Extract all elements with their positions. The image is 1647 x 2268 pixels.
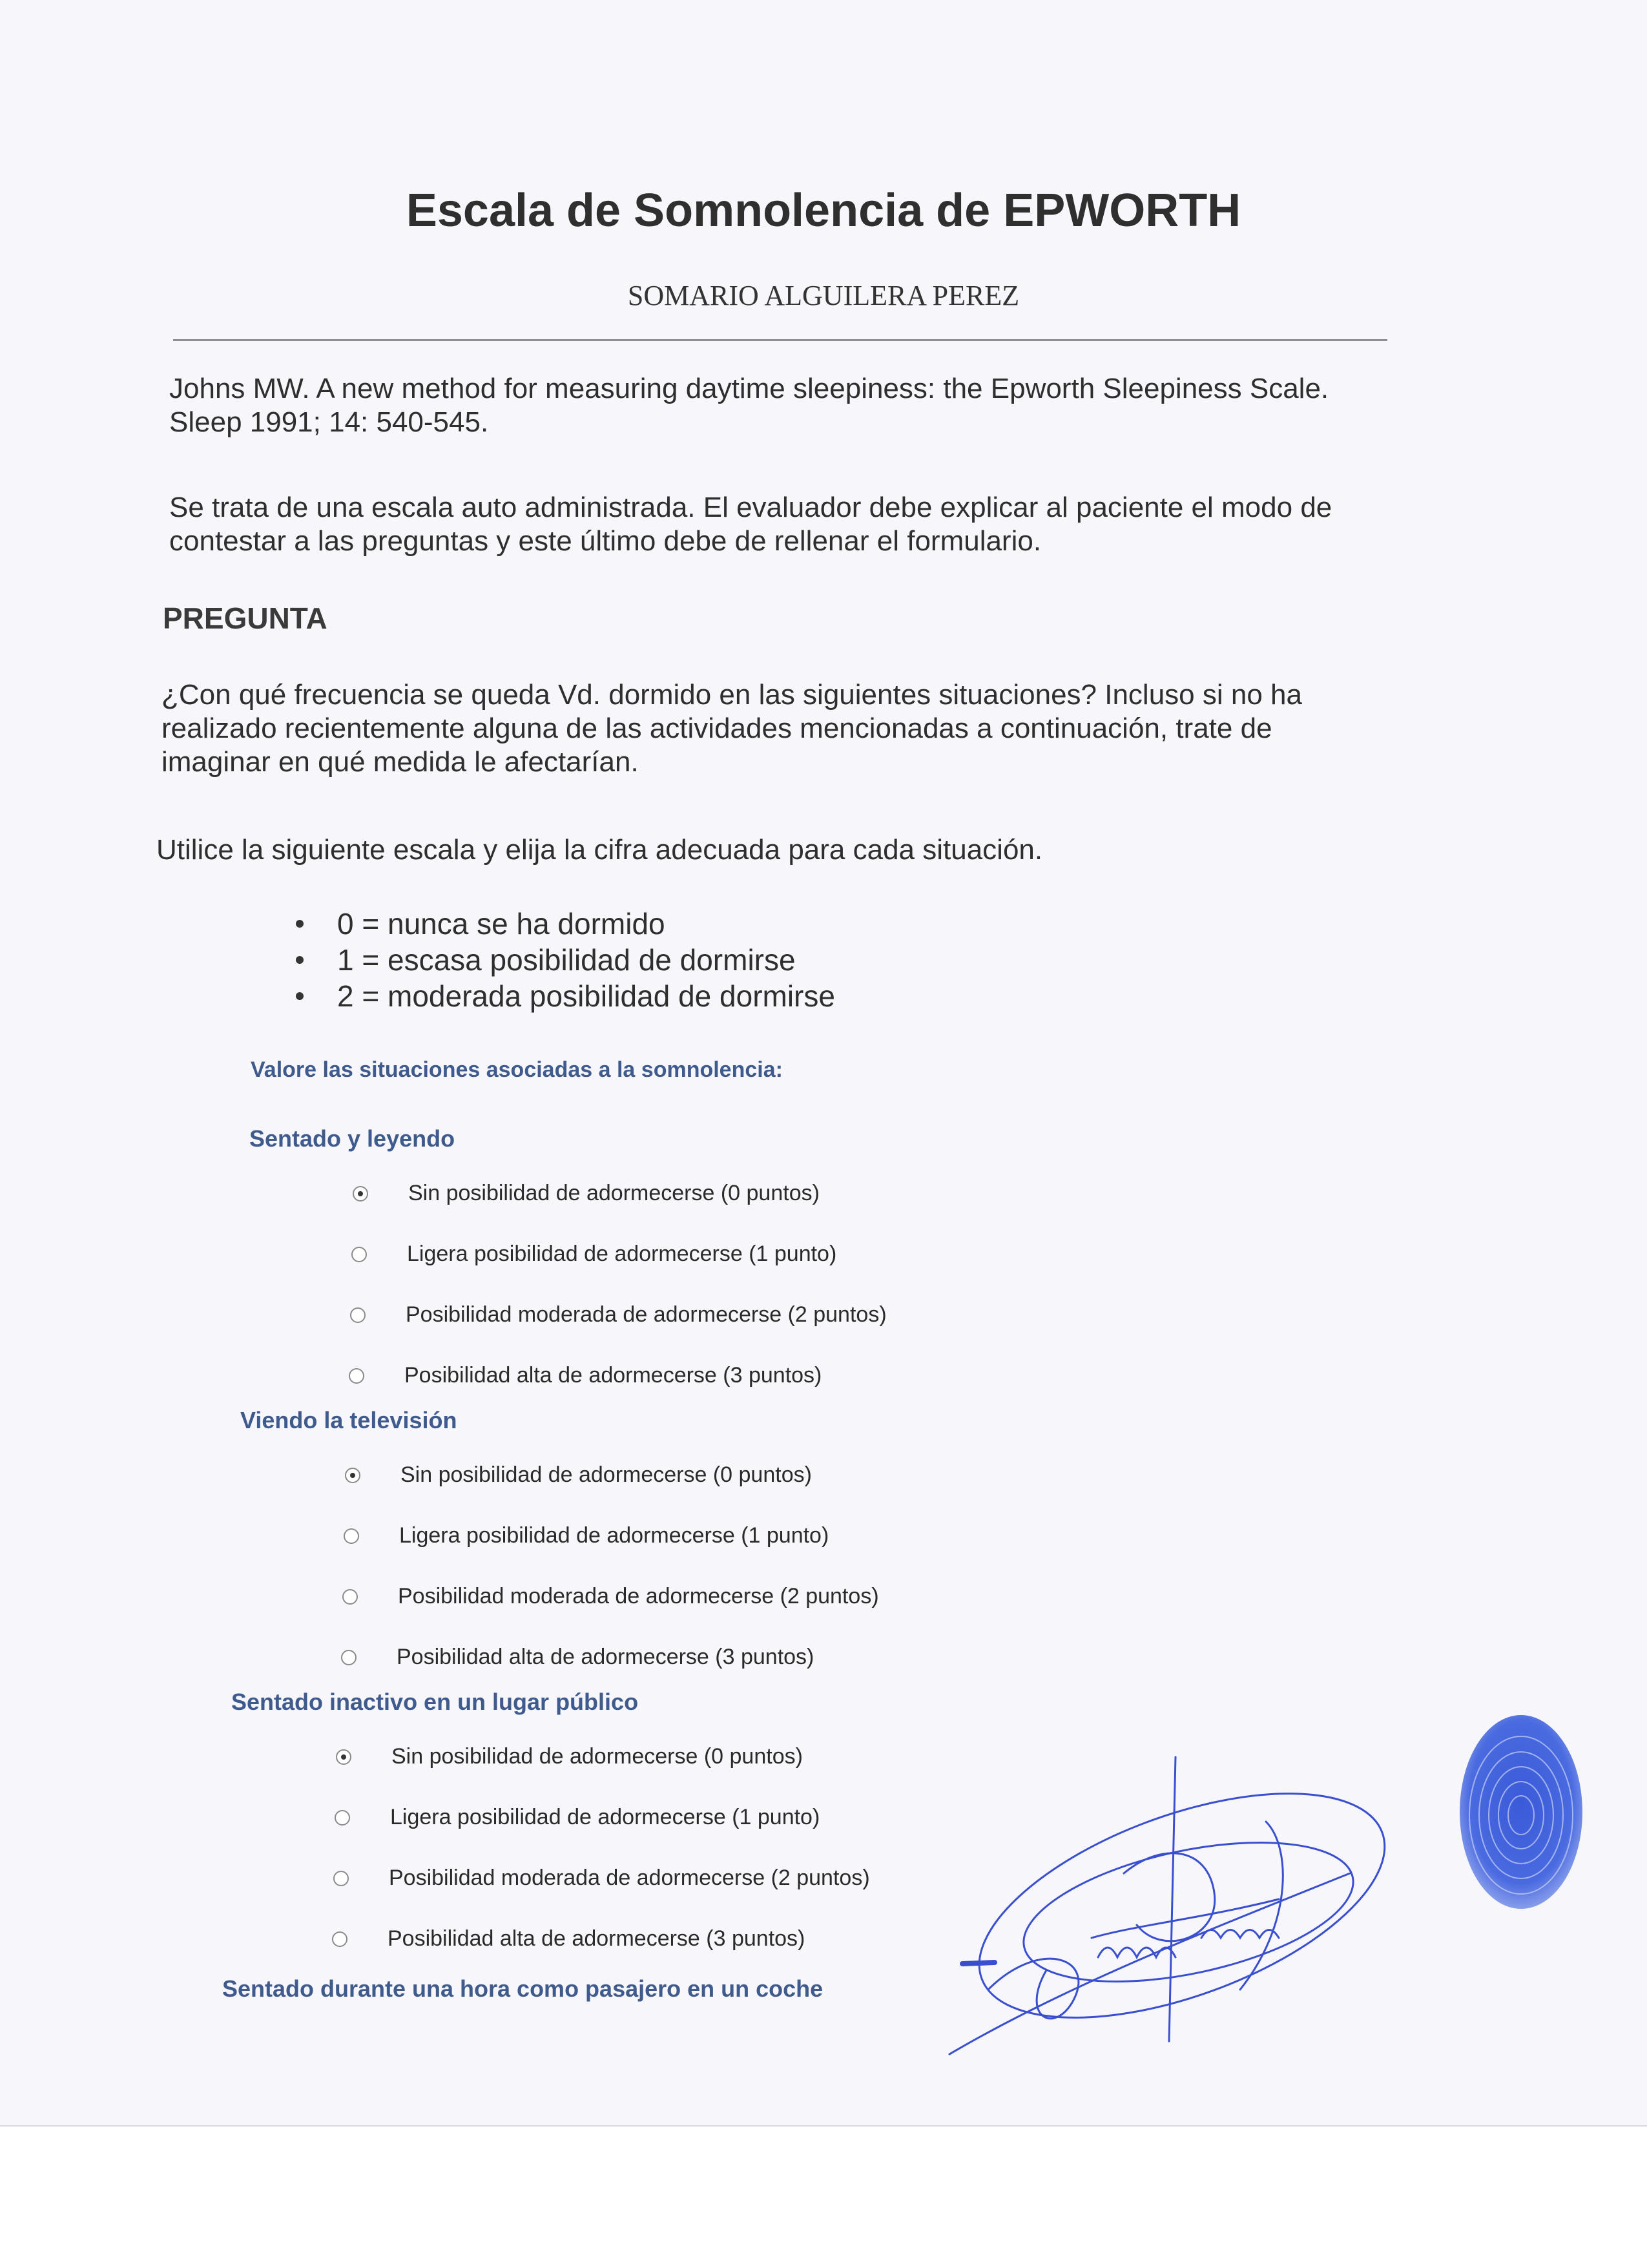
option-row[interactable]: Ligera posibilidad de adormecerse (1 punto) [351,1242,836,1267]
option-row[interactable]: Posibilidad moderada de adormecerse (2 puntos) [350,1302,887,1327]
radio-button[interactable] [345,1468,360,1483]
reference-text: Johns MW. A new method for measuring daytime sleepiness: the Epworth Sleepiness Scale. Sleep 1991; 14: 540-545. [169,373,1329,438]
radio-button[interactable] [344,1528,359,1544]
question-text: ¿Con qué frecuencia se queda Vd. dormido en las siguientes situaciones? Incluso si no ha realizado recientemente alguna de las actividades mencionadas a continuación, trate de imaginar en qué medida le afectarían. [161,679,1302,778]
bullet-icon [296,992,304,1000]
fingerprint-icon [1447,1705,1595,1919]
option-row[interactable]: Sin posibilidad de adormecerse (0 puntos) [353,1181,820,1206]
scale-item: 2 = moderada posibilidad de dormirse [291,978,835,1014]
divider [173,339,1387,341]
radio-button[interactable] [351,1247,367,1262]
scale-item: 1 = escasa posibilidad de dormirse [291,942,835,978]
option-row[interactable]: Posibilidad moderada de adormecerse (2 puntos) [333,1866,870,1891]
radio-button[interactable] [341,1650,357,1665]
radio-button[interactable] [353,1186,368,1202]
page-title: Escala de Somnolencia de EPWORTH [406,185,1241,236]
radio-button[interactable] [335,1810,350,1826]
option-row[interactable]: Posibilidad alta de adormecerse (3 puntos) [332,1926,805,1951]
group-title-reading: Sentado y leyendo [249,1125,455,1152]
scale-item: 0 = nunca se ha dormido [291,906,835,942]
option-row[interactable]: Posibilidad alta de adormecerse (3 puntos) [341,1645,814,1670]
radio-button[interactable] [349,1368,364,1384]
group-title-tv: Viendo la televisión [240,1407,457,1433]
group-title-public-place: Sentado inactivo en un lugar público [231,1689,639,1715]
scale-list [291,906,835,1014]
author-name: SOMARIO ALGUILERA PEREZ [627,280,1020,311]
radio-button[interactable] [332,1931,347,1947]
option-row[interactable]: Sin posibilidad de adormecerse (0 puntos) [345,1462,812,1488]
option-row[interactable]: Sin posibilidad de adormecerse (0 puntos) [336,1744,803,1769]
bullet-icon [296,920,304,928]
bullet-icon [296,956,304,964]
radio-button[interactable] [342,1589,358,1605]
option-row[interactable]: Posibilidad alta de adormecerse (3 puntos) [349,1363,822,1388]
scan-bottom-edge [0,2125,1647,2268]
signature-drawing [930,1744,1421,2080]
question-heading: PREGUNTA [163,601,327,635]
option-row[interactable]: Ligera posibilidad de adormecerse (1 punto) [335,1805,820,1830]
option-row[interactable]: Posibilidad moderada de adormecerse (2 puntos) [342,1584,879,1609]
option-row[interactable]: Ligera posibilidad de adormecerse (1 punto) [344,1523,829,1548]
scale-intro: Utilice la siguiente escala y elija la cifra adecuada para cada situación. [156,834,1043,866]
radio-button[interactable] [333,1871,349,1886]
radio-button[interactable] [350,1307,366,1323]
group-title-car-passenger: Sentado durante una hora como pasajero en un coche [222,1975,824,2002]
instructions-text: Se trata de una escala auto administrada. El evaluador debe explicar al paciente el modo de contestar a las preguntas y este último debe de rellenar el formulario. [169,492,1332,557]
section-intro: Valore las situaciones asociadas a la somnolencia: [251,1057,783,1082]
radio-button[interactable] [336,1749,351,1765]
